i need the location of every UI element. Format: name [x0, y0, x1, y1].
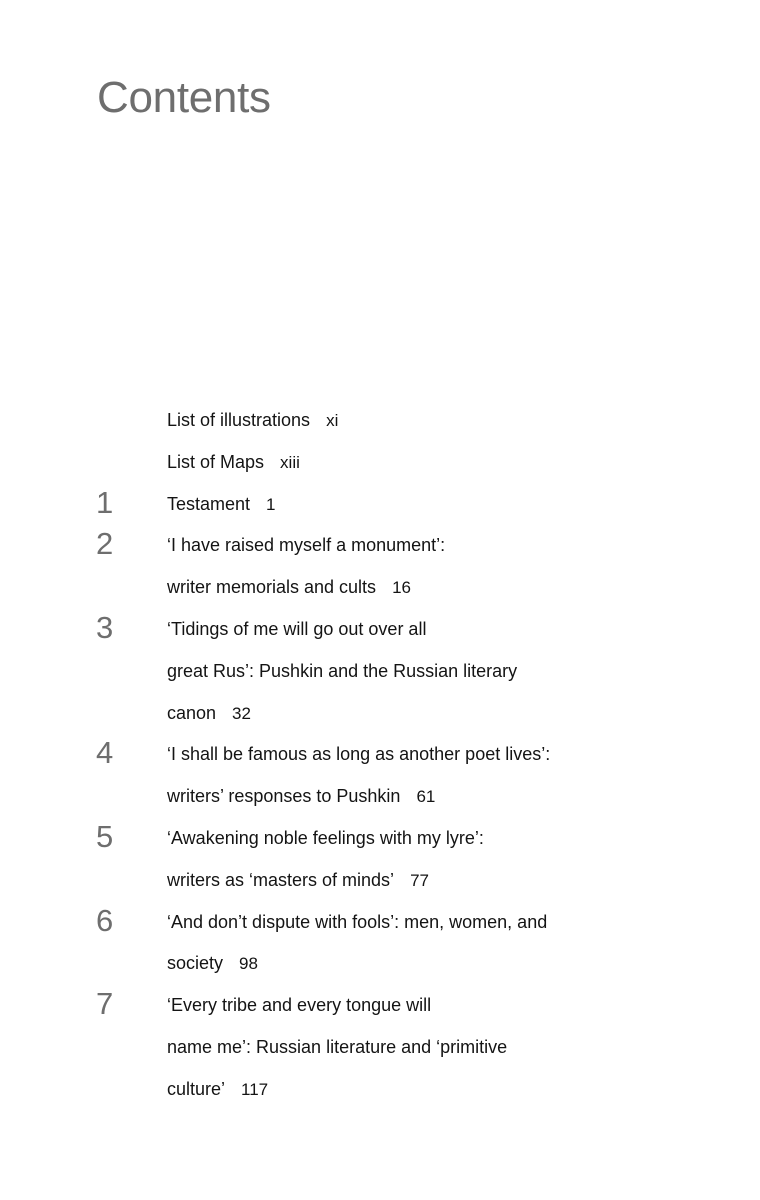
chapter-number: 4: [96, 735, 114, 771]
toc-entry-title: writers’ responses to Pushkin: [167, 786, 401, 807]
toc-entry-title: ‘I have raised myself a monument’:: [167, 535, 446, 556]
toc-entry-title: ‘Awakening noble feelings with my lyre’:: [167, 827, 484, 848]
toc-page-number: 77: [410, 870, 429, 890]
chapter-number: 5: [96, 818, 114, 854]
toc-entry-line: [0, 818, 760, 860]
toc-entry[interactable]: [0, 818, 760, 902]
toc-entry-title: writers as ‘masters of minds’: [167, 869, 395, 890]
toc-entry-title: ‘Every tribe and every tongue will: [167, 995, 432, 1016]
table-of-contents: [0, 400, 760, 1111]
toc-page-number: 32: [232, 703, 251, 723]
toc-entry-line: [0, 442, 760, 484]
toc-entry-title: writer memorials and cults: [167, 577, 377, 598]
chapter-number: 6: [96, 902, 114, 938]
toc-entry-title: society: [167, 953, 224, 974]
toc-entry-line: [0, 943, 760, 985]
toc-entry-line: [0, 1027, 760, 1069]
toc-entry-title: great Rus’: Pushkin and the Russian literary: [167, 660, 518, 681]
toc-entry-title: ‘I shall be famous as long as another poet lives’:: [167, 744, 551, 765]
chapter-number: 3: [96, 609, 114, 645]
toc-page-number: 117: [241, 1079, 269, 1099]
chapter-number: 2: [96, 526, 114, 562]
chapter-number: 1: [96, 484, 114, 520]
toc-entry-line: [0, 651, 760, 693]
toc-entry-line: [0, 776, 760, 818]
page-title: Contents: [97, 73, 271, 122]
toc-entry-line: [0, 400, 760, 442]
toc-page-number: 1: [266, 494, 276, 514]
toc-entry-title: name me’: Russian literature and ‘primitive: [167, 1036, 508, 1057]
toc-entry-line: [0, 1069, 760, 1111]
toc-page-number: xi: [326, 411, 339, 430]
toc-page-number: 16: [392, 578, 411, 598]
toc-entry-title: culture’: [167, 1078, 226, 1099]
toc-entry-line: [0, 734, 760, 776]
toc-entry[interactable]: [0, 442, 760, 484]
toc-entry[interactable]: [0, 400, 760, 442]
toc-page-number: 61: [416, 787, 436, 807]
toc-entry-line: [0, 567, 760, 609]
toc-entry[interactable]: [0, 902, 760, 986]
toc-entry-line: [0, 484, 760, 526]
toc-entry-line: [0, 985, 760, 1027]
toc-entry-line: [0, 693, 760, 735]
toc-entry-title: ‘Tidings of me will go out over all: [167, 618, 427, 639]
toc-entry-line: [0, 609, 760, 651]
toc-entry[interactable]: [0, 985, 760, 1110]
toc-entry-title: List of Maps: [167, 451, 265, 472]
toc-entry-title: ‘And don’t dispute with fools’: men, women, and: [167, 911, 548, 932]
chapter-number: 7: [96, 986, 114, 1022]
toc-entry[interactable]: [0, 525, 760, 609]
toc-entry-line: [0, 902, 760, 944]
toc-entry-line: [0, 525, 760, 567]
toc-entry-title: List of illustrations: [167, 410, 311, 430]
toc-entry-line: [0, 860, 760, 902]
toc-entry-title: canon: [167, 702, 217, 723]
toc-entry-title: Testament: [167, 493, 251, 514]
toc-page-number: xiii: [280, 452, 300, 472]
toc-entry[interactable]: [0, 734, 760, 818]
toc-page-number: 98: [239, 954, 258, 974]
toc-entry[interactable]: [0, 484, 760, 526]
toc-entry[interactable]: [0, 609, 760, 734]
